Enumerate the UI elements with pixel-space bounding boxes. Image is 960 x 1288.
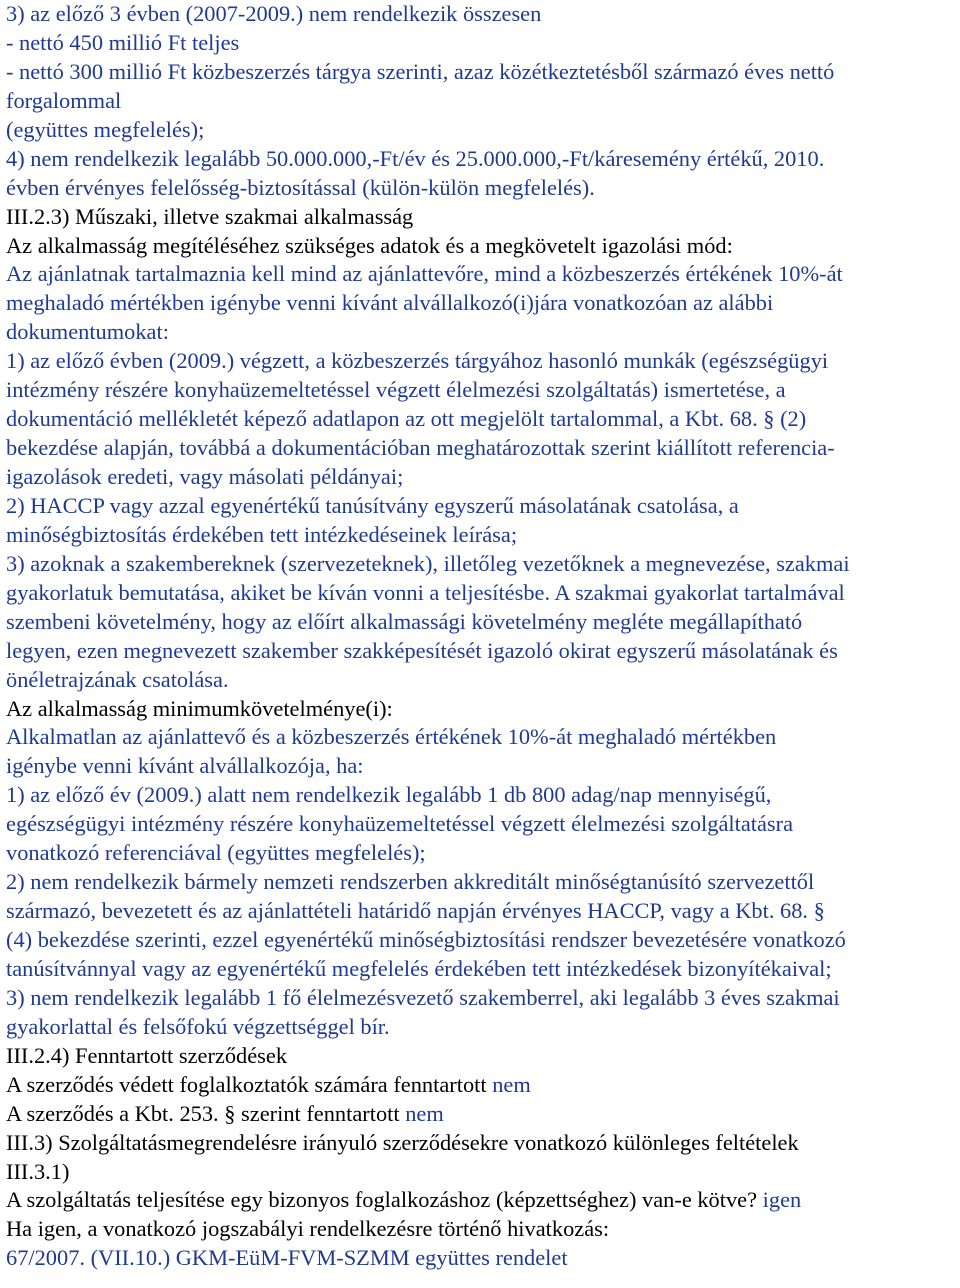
body-text: A szerződés a Kbt. 253. § szerint fenntartott: [6, 1100, 406, 1126]
form-value-text: évben érvényes felelősség-biztosítással (külön-külön megfelelés).: [6, 174, 595, 200]
form-value-text: 3) azoknak a szakembereknek (szervezeteknek), illetőleg vezetőknek a megnevezése, szakmai: [6, 550, 850, 576]
text-line: [6, 492, 956, 521]
form-value-text: minőségbiztosítás érdekében tett intézkedéseinek leírása;: [6, 521, 518, 547]
text-line: [6, 434, 956, 463]
body-text: III.2.4) Fenntartott szerződések: [6, 1042, 288, 1068]
text-line: [6, 1186, 956, 1215]
text-line: [6, 174, 956, 203]
form-value-text: forgalommal: [6, 87, 122, 113]
text-line: [6, 868, 956, 897]
form-value-text: tanúsítvánnyal vagy az egyenértékű megfelelés érdekében tett intézkedések bizonyítékaival;: [6, 955, 832, 981]
text-line: [6, 550, 956, 579]
text-line: [6, 0, 956, 29]
form-value-text: igénybe venni kívánt alvállalkozója, ha:: [6, 753, 364, 779]
form-value-text: Az ajánlatnak tartalmaznia kell mind az ajánlattevőre, mind a közbeszerzés értékének 10%-át: [6, 261, 843, 287]
text-line: [6, 58, 956, 87]
text-line: [6, 1158, 956, 1187]
text-line: [6, 1042, 956, 1071]
text-line: [6, 608, 956, 637]
text-line: [6, 723, 956, 752]
body-text: III.2.3) Műszaki, illetve szakmai alkalmasság: [6, 203, 414, 229]
text-line: [6, 87, 956, 116]
form-value-text: 3) az előző 3 évben (2007-2009.) nem rendelkezik összesen: [6, 1, 542, 26]
form-value-text: 3) nem rendelkezik legalább 1 fő élelmezésvezető szakemberrel, aki legalább 3 éves szakmai: [6, 984, 840, 1010]
form-value-text: önéletrajzának csatolása.: [6, 666, 229, 692]
form-value-text: gyakorlatuk bemutatása, akiket be kíván vonni a teljesítésbe. A szakmai gyakorlat tartalmával: [6, 579, 845, 605]
form-value-text: igazolások eredeti, vagy másolati példányai;: [6, 464, 404, 489]
form-value-text: vonatkozó referenciával (együttes megfelelés);: [6, 840, 426, 866]
form-value-text: nem: [405, 1100, 444, 1126]
text-line: [6, 926, 956, 955]
body-text: Az alkalmasság minimumkövetelménye(i):: [6, 695, 393, 721]
form-value-text: - nettó 450 millió Ft teljes: [6, 29, 240, 55]
text-line: [6, 955, 956, 984]
text-line: [6, 666, 956, 695]
text-line: [6, 1071, 956, 1100]
text-line: [6, 984, 956, 1013]
text-line: [6, 1244, 956, 1273]
text-line: [6, 232, 956, 261]
form-value-text: intézmény részére konyhaüzemeltetéssel végzett élelmezési szolgáltatás) ismertetése, a: [6, 377, 786, 403]
form-value-text: származó, bevezetett és az ajánlattételi határidő napján érvényes HACCP, vagy a Kbt. 68. §: [6, 898, 825, 924]
text-line: [6, 347, 956, 376]
body-text: Ha igen, a vonatkozó jogszabályi rendelkezésre történő hivatkozás:: [6, 1216, 610, 1242]
text-line: [6, 1129, 956, 1158]
text-line: [6, 579, 956, 608]
text-line: [6, 781, 956, 810]
text-line: [6, 318, 956, 347]
text-line: [6, 839, 956, 868]
text-line: [6, 260, 956, 289]
text-line: [6, 145, 956, 174]
form-value-text: igen: [762, 1187, 802, 1213]
form-value-text: dokumentumokat:: [6, 319, 169, 345]
text-line: [6, 29, 956, 58]
text-line: [6, 752, 956, 781]
text-line: [6, 376, 956, 405]
body-text: Az alkalmasság megítéléséhez szükséges adatok és a megkövetelt igazolási mód:: [6, 232, 733, 258]
document-page: [6, 0, 956, 1273]
text-line: [6, 203, 956, 232]
form-value-text: (együttes megfelelés);: [6, 116, 205, 142]
form-value-text: bekezdése alapján, továbbá a dokumentációban meghatározottak szerint kiállított referencia-: [6, 435, 835, 461]
text-line: [6, 897, 956, 926]
form-value-text: (4) bekezdése szerinti, ezzel egyenértékű minőségbiztosítási rendszer bevezetésére vonatkozó: [6, 927, 846, 952]
form-value-text: 1) az előző évben (2009.) végzett, a közbeszerzés tárgyához hasonló munkák (egészségügyi: [6, 348, 829, 374]
form-value-text: szembeni követelmény, hogy az előírt alkalmassági követelmény megléte megállapítható: [6, 608, 803, 634]
body-text: A szolgáltatás teljesítése egy bizonyos foglalkozáshoz (képzettséghez) van-e kötve?: [6, 1187, 763, 1213]
form-value-text: legyen, ezen megnevezett szakember szakképesítését igazoló okirat egyszerű másolatának és: [6, 637, 838, 663]
text-line: [6, 463, 956, 492]
text-line: [6, 521, 956, 550]
body-text: III.3) Szolgáltatásmegrendelésre irányuló szerződésekre vonatkozó különleges feltételek: [6, 1129, 799, 1155]
form-value-text: 1) az előző év (2009.) alatt nem rendelkezik legalább 1 db 800 adag/nap mennyiségű,: [6, 782, 772, 808]
form-value-text: gyakorlattal és felsőfokú végzettséggel bír.: [6, 1013, 390, 1039]
form-value-text: nem: [492, 1071, 531, 1097]
text-line: [6, 289, 956, 318]
form-value-text: - nettó 300 millió Ft közbeszerzés tárgya szerinti, azaz közétkeztetésből származó éves nettó: [6, 58, 835, 84]
form-value-text: Alkalmatlan az ajánlattevő és a közbeszerzés értékének 10%-át meghaladó mértékben: [6, 724, 777, 750]
text-line: [6, 1100, 956, 1129]
form-value-text: 4) nem rendelkezik legalább 50.000.000,-Ft/év és 25.000.000,-Ft/káresemény értékű, 2010.: [6, 145, 825, 171]
form-value-text: egészségügyi intézmény részére konyhaüzemeltetéssel végzett élelmezési szolgáltatásra: [6, 811, 794, 837]
text-line: [6, 1215, 956, 1244]
text-line: [6, 695, 956, 724]
text-line: [6, 116, 956, 145]
form-value-text: 2) HACCP vagy azzal egyenértékű tanúsítvány egyszerű másolatának csatolása, a: [6, 492, 739, 518]
form-value-text: 67/2007. (VII.10.) GKM-EüM-FVM-SZMM együttes rendelet: [6, 1245, 568, 1271]
body-text: A szerződés védett foglalkoztatók számára fenntartott: [6, 1071, 493, 1097]
text-line: [6, 810, 956, 839]
text-line: [6, 405, 956, 434]
form-value-text: dokumentáció mellékletét képező adatlapon az ott megjelölt tartalommal, a Kbt. 68. § (2): [6, 406, 807, 432]
text-line: [6, 1013, 956, 1042]
body-text: III.3.1): [6, 1158, 70, 1184]
form-value-text: 2) nem rendelkezik bármely nemzeti rendszerben akkreditált minőségtanúsító szervezettől: [6, 869, 815, 895]
form-value-text: meghaladó mértékben igénybe venni kívánt alvállalkozó(i)jára vonatkozóan az alábbi: [6, 290, 774, 316]
text-line: [6, 637, 956, 666]
